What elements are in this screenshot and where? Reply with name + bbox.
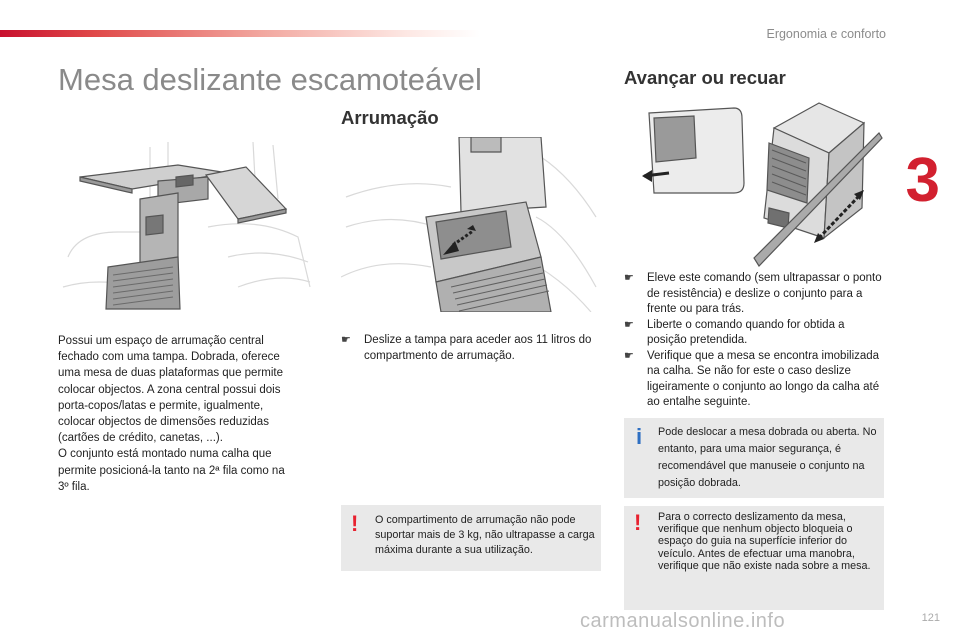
rail-mechanism-illustration <box>624 98 884 270</box>
intro-line: (cartões de crédito, canetas, ...). <box>58 432 223 445</box>
intro-line: porta-copos/latas e permite, igualmente, <box>58 399 264 412</box>
intro-line: 3º fila. <box>58 480 90 493</box>
move-heading: Avançar ou recuar <box>624 67 786 88</box>
storage-warning-note <box>341 505 601 571</box>
move-warning-note <box>624 506 884 610</box>
exclamation-icon: ! <box>351 511 359 536</box>
storage-lid-illustration <box>341 137 600 312</box>
intro-line: O conjunto está montado numa calha que <box>58 448 272 461</box>
intro-line: Possui um espaço de arrumação central <box>58 335 264 347</box>
storage-warning-text: O compartimento de arrumação não pode suportar mais de 3 kg, não ultrapasse a carga máxima durante a sua utilização. <box>375 514 595 556</box>
intro-paragraph <box>58 333 310 495</box>
list-item: ☛ Verifique que a mesa se encontra imobilizada na calha. Se não for este o caso deslize ligeiramente o conjunto ao longo da calha até ao entalhe seguinte. <box>624 349 880 408</box>
header-accent-bar <box>0 30 480 37</box>
move-warning-text: Para o correcto deslizamento da mesa, verifique que nenhum objecto bloqueia o espaço do guia na superfície inferior do veículo. Antes de efectuar uma manobra, verifique que não existe nada sobre a mesa. <box>658 511 871 572</box>
page-number: 121 <box>921 612 940 624</box>
list-item: ☛ Deslize a tampa para aceder aos 11 litros do compartmento de arrumação. <box>341 334 592 362</box>
move-bullets <box>624 271 882 411</box>
exclamation-icon: ! <box>634 510 642 535</box>
intro-line: permite posicioná-la tanto na 2ª fila como na <box>58 464 285 477</box>
section-title: Ergonomia e conforto <box>766 27 886 41</box>
list-item: ☛ Eleve este comando (sem ultrapassar o ponto de resistência) e deslize o conjunto para a frente ou para trás. <box>624 272 882 315</box>
info-icon: i <box>636 424 643 449</box>
bullet-arrow-icon: ☛ <box>624 349 634 362</box>
rail-drawing <box>624 98 884 270</box>
watermark: carmanualsonline.info <box>580 610 786 632</box>
move-info-text: Pode deslocar a mesa dobrada ou aberta. No entanto, para uma maior segurança, é recomendável que manuseie o conjunto na posição dobrada. <box>658 426 877 489</box>
bullet-arrow-icon: ☛ <box>624 318 634 331</box>
storage-bullets <box>341 333 599 364</box>
page-title: Mesa deslizante escamoteável <box>58 62 482 97</box>
intro-line: colocar objectos. A zona central possui dois <box>58 383 281 396</box>
bullet-arrow-icon: ☛ <box>624 272 634 284</box>
storage-heading: Arrumação <box>341 107 439 128</box>
table-overview-illustration <box>58 137 311 312</box>
intro-line: uma mesa de duas plataformas que permite <box>58 367 284 380</box>
intro-line: colocar objectos de dimensões reduzidas <box>58 416 269 429</box>
intro-line: fechado com uma tampa. Dobrada, oferece <box>58 351 280 364</box>
list-item: ☛ Liberte o comando quando for obtida a posição pretendida. <box>624 318 845 346</box>
move-info-note <box>624 418 884 498</box>
storage-drawing <box>341 137 600 312</box>
table-drawing <box>58 137 311 312</box>
bullet-arrow-icon: ☛ <box>341 334 351 346</box>
chapter-number: 3 <box>905 146 940 215</box>
